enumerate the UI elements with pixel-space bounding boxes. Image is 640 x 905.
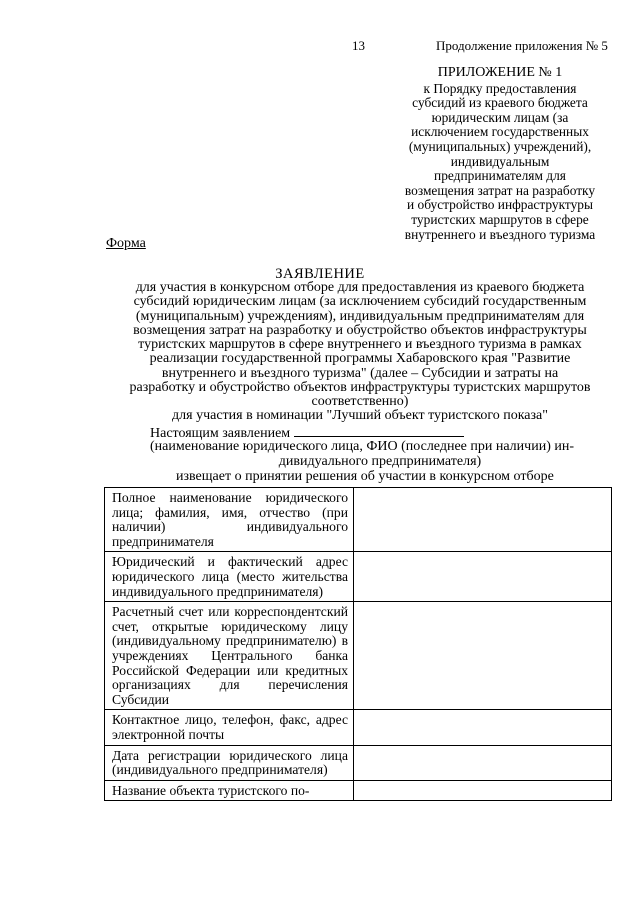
table-row xyxy=(105,745,612,780)
description-line: соответственно) xyxy=(311,394,409,410)
row-value-cell[interactable] xyxy=(354,710,612,745)
row-label: Дата регистрации юридического лица (индивидуального предпринимателя) xyxy=(112,747,348,778)
row-value-cell[interactable] xyxy=(354,780,612,801)
appendix-line: юридическим лицам (за xyxy=(431,109,569,125)
appendix-line: индивидуальным xyxy=(450,153,550,169)
name-hint-line: (наименование юридического лица, ФИО (последнее при наличии) ин- xyxy=(150,439,574,454)
notifies-line: извещает о принятии решения об участии в конкурсном отборе xyxy=(176,469,554,484)
statement-prefix: Настоящим заявлением xyxy=(150,426,291,441)
row-label-cell xyxy=(105,602,354,710)
description-line: туристских маршрутов в сфере внутреннего и въездного туризма в рамках xyxy=(138,337,582,353)
row-label-cell xyxy=(105,780,354,801)
row-value-cell[interactable] xyxy=(354,488,612,552)
row-label-cell xyxy=(105,710,354,745)
row-value-cell[interactable] xyxy=(354,602,612,710)
row-label-cell xyxy=(105,488,354,552)
applicant-name-blank[interactable] xyxy=(294,425,464,437)
description-line: внутреннего и въездного туризма" (далее – Субсидии и затраты на xyxy=(161,365,559,381)
description-line: возмещения затрат на разработку и обустройство объектов инфраструктуры xyxy=(133,322,587,338)
appendix-title: ПРИЛОЖЕНИЕ № 1 xyxy=(437,65,563,80)
form-label: Форма xyxy=(106,236,146,251)
application-title: ЗАЯВЛЕНИЕ xyxy=(275,266,365,282)
description-line: разработку и обустройство объектов инфраструктуры туристских маршрутов xyxy=(129,380,591,396)
description-line: (муниципальным) учреждениям), индивидуальным предпринимателям для xyxy=(135,308,585,324)
description-line: для участия в конкурсном отборе для предоставления из краевого бюджета xyxy=(135,280,585,295)
appendix-line: (муниципальных) учреждений), xyxy=(408,138,592,154)
appendix-block xyxy=(388,66,612,242)
row-value-cell[interactable] xyxy=(354,552,612,602)
appendix-line: к Порядку предоставления xyxy=(423,80,577,96)
row-label-cell xyxy=(105,552,354,602)
appendix-line: субсидий из краевого бюджета xyxy=(412,95,588,111)
nomination-line: для участия в номинации "Лучший объект туристского показа" xyxy=(172,408,548,423)
application-description xyxy=(104,281,616,410)
row-label-cell xyxy=(105,745,354,780)
table-row xyxy=(105,602,612,710)
description-line: субсидий юридическим лицам (за исключением субсидий государственным xyxy=(133,294,587,310)
appendix-line: туристских маршрутов в сфере xyxy=(411,211,589,227)
appendix-line: возмещения затрат на разработку xyxy=(404,182,596,198)
appendix-line: предпринимателям для xyxy=(434,168,566,184)
appendix-line: внутреннего и въездного туризма xyxy=(404,226,596,242)
continuation-header: Продолжение приложения № 5 xyxy=(436,38,608,53)
name-hint xyxy=(150,440,610,469)
description-line: реализации государственной программы Хабаровского края "Развитие xyxy=(149,351,571,367)
row-label: Юридический и фактический адрес юридического лица (место жительства индивидуального предпринимателя) xyxy=(112,554,348,599)
table-row xyxy=(105,552,612,602)
appendix-line: исключением государственных xyxy=(411,124,589,140)
row-label: Расчетный счет или корреспондентский счет, открытые юридическому лицу (индивидуальному предпринимателю) в учреждениях Центрального банка Российской Федерации или кредитных организациях для перечисления Субсидии xyxy=(112,604,348,707)
row-label: Контактное лицо, телефон, факс, адрес электронной почты xyxy=(112,712,348,742)
row-label: Название объекта туристского по- xyxy=(112,782,310,798)
table-row xyxy=(105,710,612,745)
appendix-line: и обустройство инфраструктуры xyxy=(406,197,593,213)
row-label: Полное наименование юридического лица; фамилия, имя, отчество (при наличии) индивидуального предпринимателя xyxy=(112,490,348,549)
page-number: 13 xyxy=(352,38,365,53)
name-hint-line: дивидуального предпринимателя) xyxy=(278,453,482,469)
table-row xyxy=(105,780,612,801)
table-row xyxy=(105,488,612,552)
row-value-cell[interactable] xyxy=(354,745,612,780)
applicant-info-table xyxy=(104,487,612,801)
